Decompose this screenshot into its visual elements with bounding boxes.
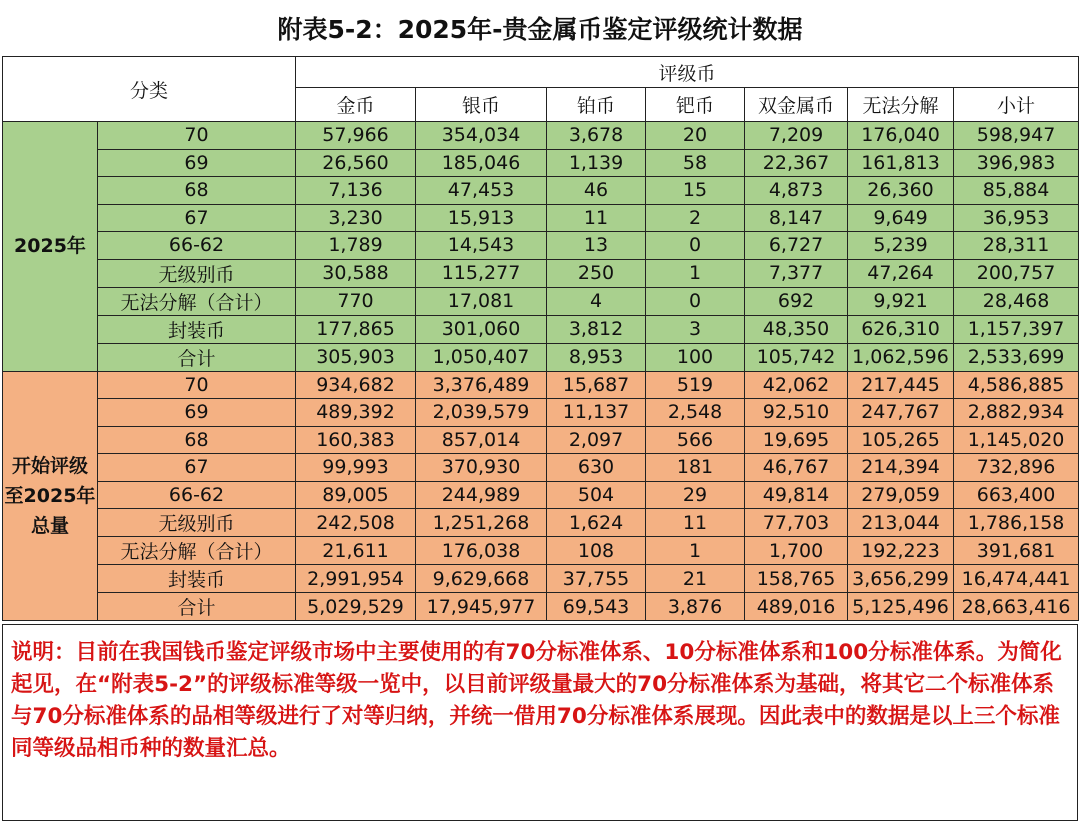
value-cell: 46 xyxy=(547,177,646,205)
table-row xyxy=(3,454,1079,482)
value-cell: 28,468 xyxy=(954,287,1079,315)
value-cell: 391,681 xyxy=(954,537,1079,565)
value-cell: 247,767 xyxy=(848,399,954,427)
table-row xyxy=(3,204,1079,232)
column-header: 铂币 xyxy=(547,88,646,122)
value-cell: 1,157,397 xyxy=(954,315,1079,343)
value-cell: 26,360 xyxy=(848,177,954,205)
value-cell: 9,921 xyxy=(848,287,954,315)
value-cell: 489,016 xyxy=(745,593,848,621)
value-cell: 77,703 xyxy=(745,509,848,537)
value-cell: 4 xyxy=(547,287,646,315)
value-cell: 692 xyxy=(745,287,848,315)
value-cell: 1,145,020 xyxy=(954,426,1079,454)
grade-cell: 70 xyxy=(98,122,296,150)
value-cell: 161,813 xyxy=(848,149,954,177)
value-cell: 57,966 xyxy=(296,122,416,150)
value-cell: 213,044 xyxy=(848,509,954,537)
grade-cell: 67 xyxy=(98,204,296,232)
value-cell: 29 xyxy=(646,481,745,509)
value-cell: 11,137 xyxy=(547,399,646,427)
table-row xyxy=(3,315,1079,343)
value-cell: 21 xyxy=(646,565,745,593)
value-cell: 2,097 xyxy=(547,426,646,454)
value-cell: 16,474,441 xyxy=(954,565,1079,593)
value-cell: 105,265 xyxy=(848,426,954,454)
grade-cell: 69 xyxy=(98,149,296,177)
value-cell: 17,081 xyxy=(416,287,547,315)
value-cell: 15 xyxy=(646,177,745,205)
value-cell: 732,896 xyxy=(954,454,1079,482)
value-cell: 200,757 xyxy=(954,259,1079,287)
value-cell: 85,884 xyxy=(954,177,1079,205)
table-row xyxy=(3,426,1079,454)
value-cell: 181 xyxy=(646,454,745,482)
value-cell: 934,682 xyxy=(296,371,416,399)
value-cell: 17,945,977 xyxy=(416,593,547,621)
value-cell: 250 xyxy=(547,259,646,287)
value-cell: 7,209 xyxy=(745,122,848,150)
value-cell: 566 xyxy=(646,426,745,454)
table-row xyxy=(3,177,1079,205)
value-cell: 3,656,299 xyxy=(848,565,954,593)
value-cell: 370,930 xyxy=(416,454,547,482)
value-cell: 1,050,407 xyxy=(416,343,547,371)
value-cell: 5,029,529 xyxy=(296,593,416,621)
value-cell: 1 xyxy=(646,259,745,287)
grade-cell: 69 xyxy=(98,399,296,427)
value-cell: 11 xyxy=(646,509,745,537)
table-row xyxy=(3,399,1079,427)
column-header: 钯币 xyxy=(646,88,745,122)
value-cell: 0 xyxy=(646,287,745,315)
value-cell: 519 xyxy=(646,371,745,399)
section-label: 2025年 xyxy=(3,122,98,372)
column-header: 双金属币 xyxy=(745,88,848,122)
value-cell: 158,765 xyxy=(745,565,848,593)
value-cell: 630 xyxy=(547,454,646,482)
value-cell: 115,277 xyxy=(416,259,547,287)
value-cell: 1,700 xyxy=(745,537,848,565)
grade-cell: 70 xyxy=(98,371,296,399)
value-cell: 396,983 xyxy=(954,149,1079,177)
value-cell: 108 xyxy=(547,537,646,565)
value-cell: 301,060 xyxy=(416,315,547,343)
value-cell: 42,062 xyxy=(745,371,848,399)
grade-cell: 合计 xyxy=(98,593,296,621)
value-cell: 2,991,954 xyxy=(296,565,416,593)
value-cell: 9,649 xyxy=(848,204,954,232)
value-cell: 3,812 xyxy=(547,315,646,343)
value-cell: 19,695 xyxy=(745,426,848,454)
value-cell: 2,882,934 xyxy=(954,399,1079,427)
value-cell: 7,377 xyxy=(745,259,848,287)
grade-cell: 68 xyxy=(98,426,296,454)
value-cell: 279,059 xyxy=(848,481,954,509)
grade-cell: 无法分解（合计） xyxy=(98,537,296,565)
value-cell: 857,014 xyxy=(416,426,547,454)
value-cell: 4,873 xyxy=(745,177,848,205)
section-label: 开始评级至2025年总量 xyxy=(3,371,98,621)
statistics-table xyxy=(2,56,1079,621)
grade-cell: 66-62 xyxy=(98,481,296,509)
value-cell: 305,903 xyxy=(296,343,416,371)
value-cell: 89,005 xyxy=(296,481,416,509)
value-cell: 92,510 xyxy=(745,399,848,427)
table-row xyxy=(3,232,1079,260)
value-cell: 1,062,596 xyxy=(848,343,954,371)
value-cell: 69,543 xyxy=(547,593,646,621)
value-cell: 1 xyxy=(646,537,745,565)
table-row xyxy=(3,565,1079,593)
value-cell: 1,624 xyxy=(547,509,646,537)
value-cell: 1,786,158 xyxy=(954,509,1079,537)
value-cell: 663,400 xyxy=(954,481,1079,509)
value-cell: 28,663,416 xyxy=(954,593,1079,621)
value-cell: 354,034 xyxy=(416,122,547,150)
value-cell: 37,755 xyxy=(547,565,646,593)
value-cell: 36,953 xyxy=(954,204,1079,232)
value-cell: 9,629,668 xyxy=(416,565,547,593)
column-header: 小计 xyxy=(954,88,1079,122)
value-cell: 99,993 xyxy=(296,454,416,482)
value-cell: 5,239 xyxy=(848,232,954,260)
table-row xyxy=(3,122,1079,150)
value-cell: 242,508 xyxy=(296,509,416,537)
value-cell: 3,376,489 xyxy=(416,371,547,399)
value-cell: 7,136 xyxy=(296,177,416,205)
header-group-label: 评级币 xyxy=(296,57,1079,88)
value-cell: 0 xyxy=(646,232,745,260)
value-cell: 21,611 xyxy=(296,537,416,565)
value-cell: 105,742 xyxy=(745,343,848,371)
table-row xyxy=(3,371,1079,399)
value-cell: 13 xyxy=(547,232,646,260)
value-cell: 1,251,268 xyxy=(416,509,547,537)
value-cell: 598,947 xyxy=(954,122,1079,150)
value-cell: 504 xyxy=(547,481,646,509)
value-cell: 100 xyxy=(646,343,745,371)
value-cell: 14,543 xyxy=(416,232,547,260)
value-cell: 176,040 xyxy=(848,122,954,150)
table-row xyxy=(3,287,1079,315)
value-cell: 489,392 xyxy=(296,399,416,427)
value-cell: 30,588 xyxy=(296,259,416,287)
value-cell: 2,548 xyxy=(646,399,745,427)
grade-cell: 66-62 xyxy=(98,232,296,260)
value-cell: 11 xyxy=(547,204,646,232)
value-cell: 22,367 xyxy=(745,149,848,177)
value-cell: 217,445 xyxy=(848,371,954,399)
value-cell: 20 xyxy=(646,122,745,150)
value-cell: 28,311 xyxy=(954,232,1079,260)
value-cell: 6,727 xyxy=(745,232,848,260)
grade-cell: 封装币 xyxy=(98,565,296,593)
value-cell: 47,453 xyxy=(416,177,547,205)
table-row xyxy=(3,481,1079,509)
header-category: 分类 xyxy=(3,57,296,122)
value-cell: 176,038 xyxy=(416,537,547,565)
value-cell: 192,223 xyxy=(848,537,954,565)
value-cell: 770 xyxy=(296,287,416,315)
value-cell: 4,586,885 xyxy=(954,371,1079,399)
value-cell: 3 xyxy=(646,315,745,343)
value-cell: 626,310 xyxy=(848,315,954,343)
value-cell: 8,147 xyxy=(745,204,848,232)
table-row xyxy=(3,149,1079,177)
table-row xyxy=(3,509,1079,537)
grade-cell: 无级别币 xyxy=(98,509,296,537)
table-row xyxy=(3,343,1079,371)
grade-cell: 无法分解（合计） xyxy=(98,287,296,315)
value-cell: 26,560 xyxy=(296,149,416,177)
column-header: 无法分解 xyxy=(848,88,954,122)
value-cell: 2 xyxy=(646,204,745,232)
value-cell: 177,865 xyxy=(296,315,416,343)
value-cell: 244,989 xyxy=(416,481,547,509)
value-cell: 1,789 xyxy=(296,232,416,260)
grade-cell: 合计 xyxy=(98,343,296,371)
value-cell: 49,814 xyxy=(745,481,848,509)
value-cell: 214,394 xyxy=(848,454,954,482)
value-cell: 1,139 xyxy=(547,149,646,177)
value-cell: 185,046 xyxy=(416,149,547,177)
value-cell: 3,230 xyxy=(296,204,416,232)
grade-cell: 封装币 xyxy=(98,315,296,343)
grade-cell: 67 xyxy=(98,454,296,482)
value-cell: 160,383 xyxy=(296,426,416,454)
table-row xyxy=(3,259,1079,287)
explanatory-note: 说明：目前在我国钱币鉴定评级市场中主要使用的有70分标准体系、10分标准体系和100分标准体系。为简化起见，在“附表5-2”的评级标准等级一览中，以目前评级量最大的70分标准体系为基础，将其它二个标准体系与70分标准体系的品相等级进行了对等归纳，并统一借用70分标准体系展现。因此表中的数据是以上三个标准同等级品相币种的数量汇总。 xyxy=(2,624,1078,821)
table-row xyxy=(3,593,1079,621)
value-cell: 47,264 xyxy=(848,259,954,287)
value-cell: 5,125,496 xyxy=(848,593,954,621)
value-cell: 3,678 xyxy=(547,122,646,150)
grade-cell: 无级别币 xyxy=(98,259,296,287)
value-cell: 58 xyxy=(646,149,745,177)
table-row xyxy=(3,537,1079,565)
value-cell: 2,533,699 xyxy=(954,343,1079,371)
page-title: 附表5-2：2025年-贵金属币鉴定评级统计数据 xyxy=(277,15,803,44)
column-header: 金币 xyxy=(296,88,416,122)
value-cell: 8,953 xyxy=(547,343,646,371)
value-cell: 15,687 xyxy=(547,371,646,399)
value-cell: 15,913 xyxy=(416,204,547,232)
value-cell: 2,039,579 xyxy=(416,399,547,427)
value-cell: 48,350 xyxy=(745,315,848,343)
column-header: 银币 xyxy=(416,88,547,122)
value-cell: 46,767 xyxy=(745,454,848,482)
value-cell: 3,876 xyxy=(646,593,745,621)
grade-cell: 68 xyxy=(98,177,296,205)
